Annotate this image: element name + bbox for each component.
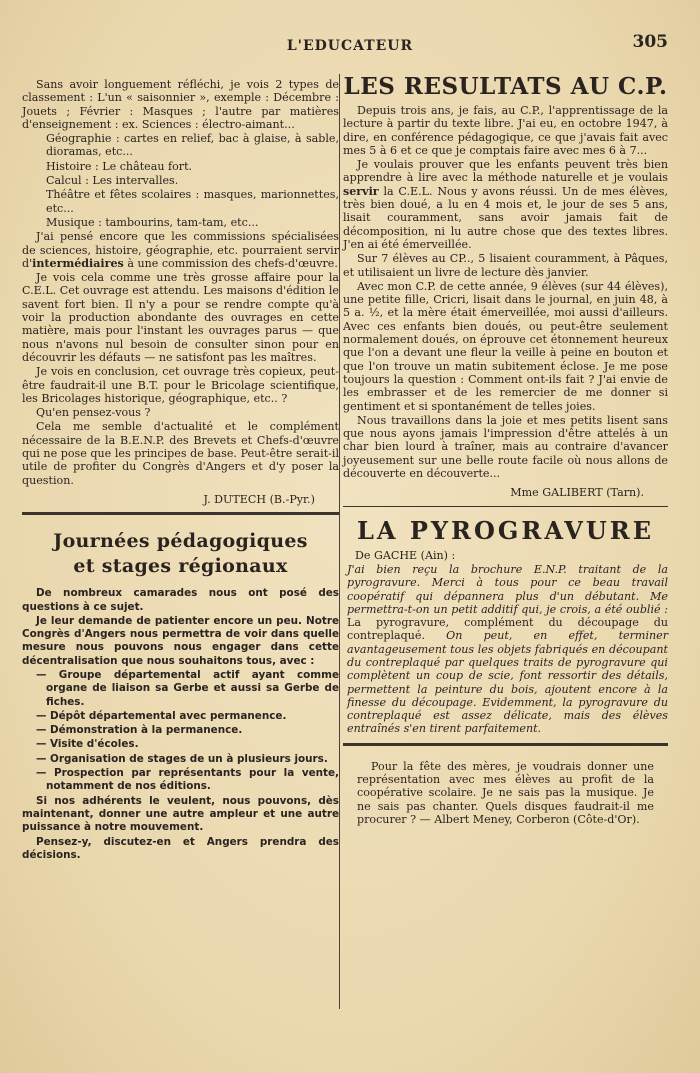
title-line: et stages régionaux xyxy=(73,555,288,578)
paragraph: Si nos adhérents le veulent, nous pouvons, dès maintenant, donner une autre ampleur et une autre puissance à notre mouvement. xyxy=(22,794,339,834)
fete-des-meres-note: Pour la fête des mères, je voudrais donner une représentation avec mes élèves au profit de la coopérative scolaire. Je ne sais pas la musique. Je ne sais pas chanter. Quels disques faudrait-il me procurer ? — Albert Meney, Corberon (Côte-d'Or). xyxy=(357,759,654,826)
paragraph xyxy=(343,158,668,251)
list-item: — Groupe départemental actif ayant comme organe de liaison sa Gerbe et aussi sa Gerbe de fiches. xyxy=(36,668,339,708)
section-rule xyxy=(22,512,339,515)
list-item: — Dépôt départemental avec permanence. xyxy=(36,709,287,722)
pyro-text xyxy=(343,563,668,736)
list-item: — Visite d'écoles. xyxy=(36,738,139,751)
paragraph: Je leur demande de patienter encore un peu. Notre Congrès d'Angers nous permettra de voir dans quelle mesure nous pouvons nous engager dans cette décentralisation que nous souhaitons tous, avec : xyxy=(22,614,339,667)
list-item: Musique : tambourins, tam-tam, etc... xyxy=(46,215,259,229)
list-item: — Démonstration à la permanence. xyxy=(36,724,243,737)
journees-title xyxy=(22,529,339,579)
paragraph: Sur 7 élèves au CP.., 5 lisaient couramment, à Pâques, et utilisaient un livre de lecture dès janvier. xyxy=(343,252,668,279)
list-item: Théâtre et fêtes scolaires : masques, marionnettes, etc... xyxy=(46,188,339,215)
list-item: Géographie : cartes en relief, bac à glaise, à sable, dioramas, etc... xyxy=(46,132,339,159)
paragraph: Depuis trois ans, je fais, au C.P., l'apprentissage de la lecture à partir du texte libre. J'ai eu, en octobre 1947, à dire, en conférence pédagogique, ce que j'avais fait avec mes 5 à 6 et ce que je comptais faire avec mes 6 à 7... xyxy=(343,104,668,157)
emphasis-text: servir xyxy=(343,184,379,198)
list-item: Calcul : Les intervalles. xyxy=(46,174,179,188)
paragraph: Je vois en conclusion, cet ouvrage très copieux, peut-être faudrait-il une B.T. pour le Bricolage scientifique, les Bricolages historique, géographique, etc.. ? xyxy=(22,365,339,405)
list-item: — Prospection par représentants pour la vente, notamment de nos éditions. xyxy=(36,767,339,793)
resultats-title: LES RESULTATS AU C.P. xyxy=(343,73,668,100)
paragraph: Nous travaillons dans la joie et mes petits lisent sans que nous ayons jamais l'impression d'être attelés à un char bien lourd à traîner, mais au contraire d'avancer joyeusement sur une belle route facile où nous allons de découverte en découverte... xyxy=(343,413,668,481)
paragraph: Cela me semble d'actualité et le complément nécessaire de la B.E.N.P. des Brevets et Chefs-d'œuvre qui ne pose que les principes de base. Peut-être serait-il utile de profiter du Congrès d'Angers et d'y poser la question. xyxy=(22,420,339,487)
signature-dutech: J. DUTECH (B.-Pyr.) xyxy=(203,492,315,506)
list-item: — Organisation de stages de un à plusieurs jours. xyxy=(36,752,328,765)
pyrogravure-section xyxy=(343,517,668,746)
classification-paragraph: Sans avoir longuement réfléchi, je vois 2 types de classement : L'un « saisonnier », exemple : Décembre : Jouets ; Février : Masques ; l'autre par matières d'enseignement : ex. Sciences : électro-aimant... xyxy=(22,78,339,131)
pyro-author: De GACHE (Ain) : xyxy=(355,548,456,562)
commissions-paragraph xyxy=(22,230,339,270)
paragraph: Pensez-y, discutez-en et Angers prendra des décisions. xyxy=(22,835,339,861)
title-line: Journées pédagogiques xyxy=(53,530,308,553)
paragraph: Qu'en pensez-vous ? xyxy=(36,406,151,420)
text-run: La pyrogravure, complément du découpage du contreplaqué. xyxy=(347,616,668,643)
pyrogravure-title: LA PYROGRAVURE xyxy=(357,515,654,545)
column-divider xyxy=(339,74,340,1009)
journees-section xyxy=(22,529,339,862)
right-column xyxy=(343,74,668,827)
list-item: Histoire : Le château fort. xyxy=(46,159,193,173)
italic-text: J'ai bien reçu la brochure E.N.P. traitant de la pyrogravure. Merci à tous pour ce beau travail coopératif qui dépannera plus d'un débutant. Me permettra-t-on un petit additif qui, je crois, a été oublié : xyxy=(347,562,668,616)
paragraph: De nombreux camarades nous ont posé des questions à ce sujet. xyxy=(22,587,339,613)
text-run: Je voulais prouver que les enfants peuvent très bien apprendre à lire avec la méthode naturelle et je voulais xyxy=(343,158,668,185)
emphasis-text: intermédiaires xyxy=(32,256,124,270)
text-run: J'ai pensé encore que les commissions spécialisées de sciences, histoire, géographie, etc. pourraient servir d' xyxy=(22,230,339,270)
paragraph: Je vois cela comme une très grosse affaire pour la C.E.L. Cet ouvrage est attendu. Les maisons d'édition le savent fort bien. Il n'y a pour se rendre compte qu'à voir la production abondante des ouvrages en cette matière, mais pour l'instant les ouvrages parus — que nous n'avons nul besoin de consulter sinon pour en découvrir les défauts — ne satisfont pas les maîtres. xyxy=(22,271,339,364)
italic-text: On peut, en effet, terminer avantageusement tous les objets fabriqués en découpant du contreplaqué par quelques traits de pyrogravure qui complètent un coup de scie, font ressortir des détails, permettent la peinture du bois, ajoutent encore à la finesse du découpage. Evidemment, la pyrogravure du contreplaqué est assez délicate, mais des élèves entraînés s'en tirent parfaitement. xyxy=(347,629,669,736)
left-column xyxy=(22,78,339,863)
running-title: L'EDUCATEUR xyxy=(286,38,414,54)
page-number: 305 xyxy=(632,32,668,52)
text-run: à une commission des chefs-d'œuvre. xyxy=(123,256,338,270)
paragraph: Avec mon C.P. de cette année, 9 élèves (sur 44 élèves), une petite fille, Cricri, lisait dans le journal, en juin 48, à 5 a. ½, et la mère était émerveillée, moi aussi d'ailleurs. Avec ces enfants bien doués, ou peut-être seulement normalement doués, on éprouve cet étonnement heureux que l'on a devant une fleur la veille à peine en bouton et que l'on trouve un matin subitement éclose. Je me pose toujours la question : Comment ont-ils fait ? J'ai envie de les embrasser et de les remercier de me donner si gentiment et si spontanément de telles joies. xyxy=(343,279,668,413)
section-rule xyxy=(343,506,668,507)
text-run: la C.E.L. Nous y avons réussi. Un de mes élèves, très bien doué, a lu en 4 mois et, le jour de ses 5 ans, lisait couramment, sans avoir jamais fait de décomposition, ni lu autre chose que des textes libres. J'en ai été émerveillée. xyxy=(343,184,668,251)
signature-galibert: Mme GALIBERT (Tarn). xyxy=(510,486,644,500)
